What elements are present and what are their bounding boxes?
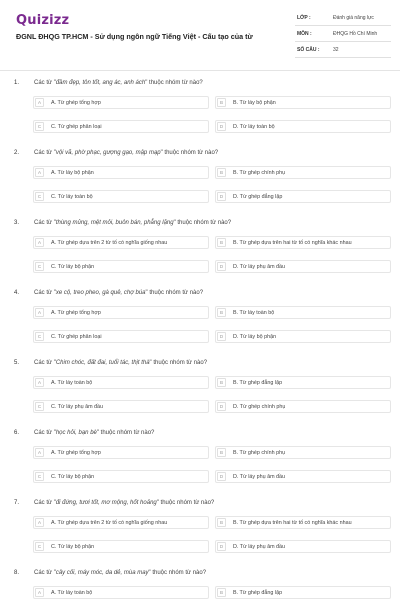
answer-option-a[interactable] [33, 516, 209, 529]
answer-option-b[interactable] [215, 96, 391, 109]
option-text: D. Từ láy phụ âm đầu [233, 263, 286, 270]
option-letter-box: D [217, 402, 226, 411]
question-text-suffix: " thuộc nhóm từ nào? [145, 290, 204, 296]
question-text-suffix: " thuộc nhóm từ nào? [173, 220, 232, 226]
option-letter-box: B [217, 308, 226, 317]
option-letter-box: A [35, 168, 44, 177]
option-letter-box: B [217, 378, 226, 387]
answer-option-a[interactable] [33, 96, 209, 109]
option-text: C. Từ láy bộ phận [51, 543, 95, 550]
option-letter-box: B [217, 238, 226, 247]
question-quoted-words: vội vã, phờ phạc, gượng gạo, mập mạp [55, 150, 161, 156]
question-text-prefix: Các từ " [34, 430, 56, 436]
question-number: 8. [14, 570, 20, 576]
option-letter-box: D [217, 542, 226, 551]
option-letter-box: A [35, 98, 44, 107]
answer-option-d[interactable] [215, 330, 391, 343]
option-letter-box: D [217, 122, 226, 131]
option-text: C. Từ ghép phân loại [51, 333, 102, 340]
answer-option-b[interactable] [215, 516, 391, 529]
question-text-prefix: Các từ " [34, 150, 56, 156]
option-letter-box: B [217, 518, 226, 527]
option-text: B. Từ láy bộ phận [233, 99, 276, 106]
option-letter-box: B [217, 98, 226, 107]
question-item [0, 290, 400, 360]
option-text: B. Từ ghép đẳng lập [233, 589, 283, 596]
answer-option-b[interactable] [215, 236, 391, 249]
question-number: 3. [14, 220, 20, 226]
question-item [0, 360, 400, 430]
option-text: D. Từ láy phụ âm đầu [233, 543, 286, 550]
answer-option-d[interactable] [215, 470, 391, 483]
option-text: B. Từ ghép dựa trên hai từ tố có nghĩa khác nhau [233, 519, 352, 526]
option-letter-box: A [35, 308, 44, 317]
answer-option-a[interactable] [33, 236, 209, 249]
meta-label: MÔN : [297, 31, 312, 37]
meta-row-subject [295, 28, 391, 42]
option-text: D. Từ ghép chính phụ [233, 403, 286, 410]
option-letter-box: D [217, 332, 226, 341]
meta-value: ĐHQG Hồ Chí Minh [333, 31, 378, 37]
option-text: B. Từ ghép đẳng lập [233, 379, 283, 386]
question-text [34, 360, 207, 366]
option-letter-box: A [35, 518, 44, 527]
question-quoted-words: xe cộ, treo pheo, gà quê, chợ búa [55, 290, 146, 296]
option-letter-box: C [35, 402, 44, 411]
question-text-prefix: Các từ " [34, 360, 56, 366]
answer-option-c[interactable] [33, 470, 209, 483]
answer-option-a[interactable] [33, 446, 209, 459]
question-item [0, 150, 400, 220]
option-text: A. Từ ghép dựa trên 2 từ tố có nghĩa giống nhau [51, 519, 168, 526]
question-text-suffix: " thuộc nhóm từ nào? [148, 570, 207, 576]
answer-option-a[interactable] [33, 306, 209, 319]
question-quoted-words: đi đứng, tươi tốt, mơ mộng, hốt hoảng [55, 500, 157, 506]
option-text: C. Từ láy bộ phận [51, 263, 95, 270]
meta-label: SỐ CÂU : [297, 47, 320, 53]
question-item [0, 500, 400, 570]
question-quoted-words: đầm đẹp, tôn tốt, ang ác, anh ách [55, 80, 146, 86]
answer-option-d[interactable] [215, 120, 391, 133]
option-letter-box: C [35, 122, 44, 131]
option-letter-box: C [35, 192, 44, 201]
worksheet-title: ĐGNL ĐHQG TP.HCM - Sử dụng ngôn ngữ Tiếng Việt - Cấu tạo của từ [16, 32, 253, 41]
option-text: D. Từ láy phụ âm đầu [233, 473, 286, 480]
answer-option-c[interactable] [33, 190, 209, 203]
option-text: A. Từ ghép tổng hợp [51, 449, 101, 456]
meta-value: Đánh giá năng lực [333, 15, 374, 21]
question-text-suffix: " thuộc nhóm từ nào? [160, 150, 219, 156]
question-text [34, 430, 154, 436]
option-text: B. Từ láy toàn bộ [233, 309, 275, 316]
question-item [0, 220, 400, 290]
question-text [34, 290, 203, 296]
option-letter-box: D [217, 262, 226, 271]
answer-option-b[interactable] [215, 376, 391, 389]
option-text: D. Từ láy toàn bộ [233, 123, 275, 130]
question-item [0, 80, 400, 150]
answer-option-a[interactable] [33, 586, 209, 599]
option-text: D. Từ láy bộ phận [233, 333, 277, 340]
question-quoted-words: Chim chóc, đất đai, tuổi tác, thịt thà [55, 360, 150, 366]
answer-option-c[interactable] [33, 260, 209, 273]
question-number: 7. [14, 500, 20, 506]
meta-row-class [295, 12, 391, 26]
answer-option-c[interactable] [33, 540, 209, 553]
option-text: B. Từ ghép chính phụ [233, 449, 286, 456]
option-letter-box: D [217, 192, 226, 201]
answer-option-d[interactable] [215, 190, 391, 203]
quizizz-logo: Quizizz [16, 13, 70, 28]
question-item [0, 430, 400, 500]
option-letter-box: A [35, 588, 44, 597]
answer-option-b[interactable] [215, 586, 391, 599]
worksheet-header [0, 0, 400, 72]
option-text: A. Từ ghép dựa trên 2 từ tố có nghĩa giống nhau [51, 239, 168, 246]
question-number: 6. [14, 430, 20, 436]
option-letter-box: B [217, 168, 226, 177]
question-quoted-words: học hỏi, bạn bè [55, 430, 97, 436]
option-text: A. Từ láy bộ phận [51, 169, 94, 176]
option-letter-box: A [35, 378, 44, 387]
meta-label: LỚP : [297, 15, 311, 21]
question-number: 4. [14, 290, 20, 296]
option-text: A. Từ ghép tổng hợp [51, 99, 101, 106]
meta-value: 32 [333, 47, 339, 53]
option-letter-box: C [35, 332, 44, 341]
option-text: A. Từ ghép tổng hợp [51, 309, 101, 316]
question-text [34, 220, 231, 226]
question-text-suffix: " thuộc nhóm từ nào? [149, 360, 208, 366]
question-text-prefix: Các từ " [34, 500, 56, 506]
answer-option-c[interactable] [33, 120, 209, 133]
option-letter-box: C [35, 542, 44, 551]
answer-option-c[interactable] [33, 400, 209, 413]
question-number: 2. [14, 150, 20, 156]
question-text-prefix: Các từ " [34, 290, 56, 296]
question-text-prefix: Các từ " [34, 570, 56, 576]
option-text: B. Từ ghép dựa trên hai từ tố có nghĩa khác nhau [233, 239, 352, 246]
option-letter-box: A [35, 238, 44, 247]
option-letter-box: C [35, 262, 44, 271]
answer-option-d[interactable] [215, 400, 391, 413]
question-number: 1. [14, 80, 20, 86]
header-divider [0, 70, 400, 71]
option-text: C. Từ láy toàn bộ [51, 193, 93, 200]
option-text: C. Từ láy phụ âm đầu [51, 403, 104, 410]
answer-option-d[interactable] [215, 260, 391, 273]
question-text [34, 570, 206, 576]
question-text [34, 150, 218, 156]
answer-option-a[interactable] [33, 166, 209, 179]
answer-option-a[interactable] [33, 376, 209, 389]
option-letter-box: B [217, 448, 226, 457]
question-item [0, 570, 400, 600]
question-number: 5. [14, 360, 20, 366]
option-text: A. Từ láy toàn bộ [51, 589, 93, 596]
option-text: C. Từ láy bộ phận [51, 473, 95, 480]
question-quoted-words: thùng mủng, mệt mỏi, buôn bán, phẳng lặng [55, 220, 174, 226]
question-text [34, 80, 203, 86]
option-letter-box: B [217, 588, 226, 597]
answer-option-b[interactable] [215, 446, 391, 459]
question-text-prefix: Các từ " [34, 220, 56, 226]
option-text: D. Từ ghép đẳng lập [233, 193, 283, 200]
answer-option-b[interactable] [215, 166, 391, 179]
worksheet-meta [295, 12, 391, 60]
meta-row-count [295, 44, 391, 58]
answer-option-c[interactable] [33, 330, 209, 343]
question-text-suffix: " thuộc nhóm từ nào? [96, 430, 155, 436]
question-quoted-words: cây cối, máy móc, da dẻ, mùa may [55, 570, 149, 576]
option-letter-box: A [35, 448, 44, 457]
question-list [0, 80, 400, 600]
option-text: C. Từ ghép phân loại [51, 123, 102, 130]
question-text-prefix: Các từ " [34, 80, 56, 86]
answer-option-b[interactable] [215, 306, 391, 319]
question-text-suffix: " thuộc nhóm từ nào? [156, 500, 215, 506]
option-letter-box: C [35, 472, 44, 481]
question-text [34, 500, 214, 506]
question-text-suffix: " thuộc nhóm từ nào? [145, 80, 203, 86]
answer-option-d[interactable] [215, 540, 391, 553]
option-letter-box: D [217, 472, 226, 481]
option-text: B. Từ ghép chính phụ [233, 169, 286, 176]
option-text: A. Từ láy toàn bộ [51, 379, 93, 386]
